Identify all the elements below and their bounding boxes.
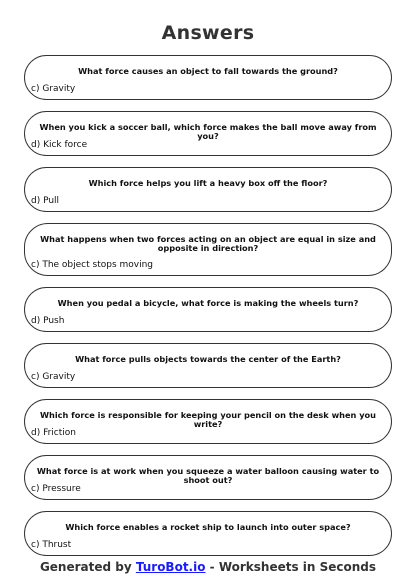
question-text: Which force is responsible for keeping your pencil on the desk when you write? <box>39 410 377 429</box>
answer-card <box>24 223 392 276</box>
answer-card <box>24 511 392 556</box>
footer-prefix: Generated by <box>39 560 136 574</box>
question-text: Which force helps you lift a heavy box off the floor? <box>88 178 328 188</box>
answer-list <box>24 55 392 567</box>
answer-text: d) Pull <box>31 196 60 206</box>
answer-card <box>24 55 392 100</box>
answer-text: d) Kick force <box>31 140 88 150</box>
question-text: What force is at work when you squeeze a water balloon causing water to shoot out? <box>36 466 380 485</box>
answer-card <box>24 455 392 500</box>
brand-link[interactable]: TuroBot.io <box>135 560 206 574</box>
question-text: What force pulls objects towards the center of the Earth? <box>75 354 341 364</box>
answer-text: c) Gravity <box>31 84 76 94</box>
footer <box>0 560 416 574</box>
question-text: When you pedal a bicycle, what force is making the wheels turn? <box>57 298 359 308</box>
answer-text: c) Thrust <box>31 540 72 550</box>
answer-text: d) Push <box>31 316 65 326</box>
question-text: What happens when two forces acting on an object are equal in size and opposite in direction? <box>40 234 376 253</box>
answer-card <box>24 167 392 212</box>
answer-card <box>24 343 392 388</box>
answer-text: c) Gravity <box>31 372 76 382</box>
answer-card <box>24 287 392 332</box>
answer-text: c) The object stops moving <box>31 260 154 270</box>
question-text: Which force enables a rocket ship to launch into outer space? <box>65 522 351 532</box>
footer-suffix: - Worksheets in Seconds <box>205 560 377 574</box>
answer-card <box>24 399 392 444</box>
answer-text: c) Pressure <box>31 484 81 494</box>
page-title: Answers <box>161 22 255 44</box>
question-text: What force causes an object to fall towards the ground? <box>78 66 338 76</box>
question-text: When you kick a soccer ball, which force makes the ball move away from you? <box>39 122 377 141</box>
answer-card <box>24 111 392 156</box>
answer-text: d) Friction <box>31 428 76 438</box>
